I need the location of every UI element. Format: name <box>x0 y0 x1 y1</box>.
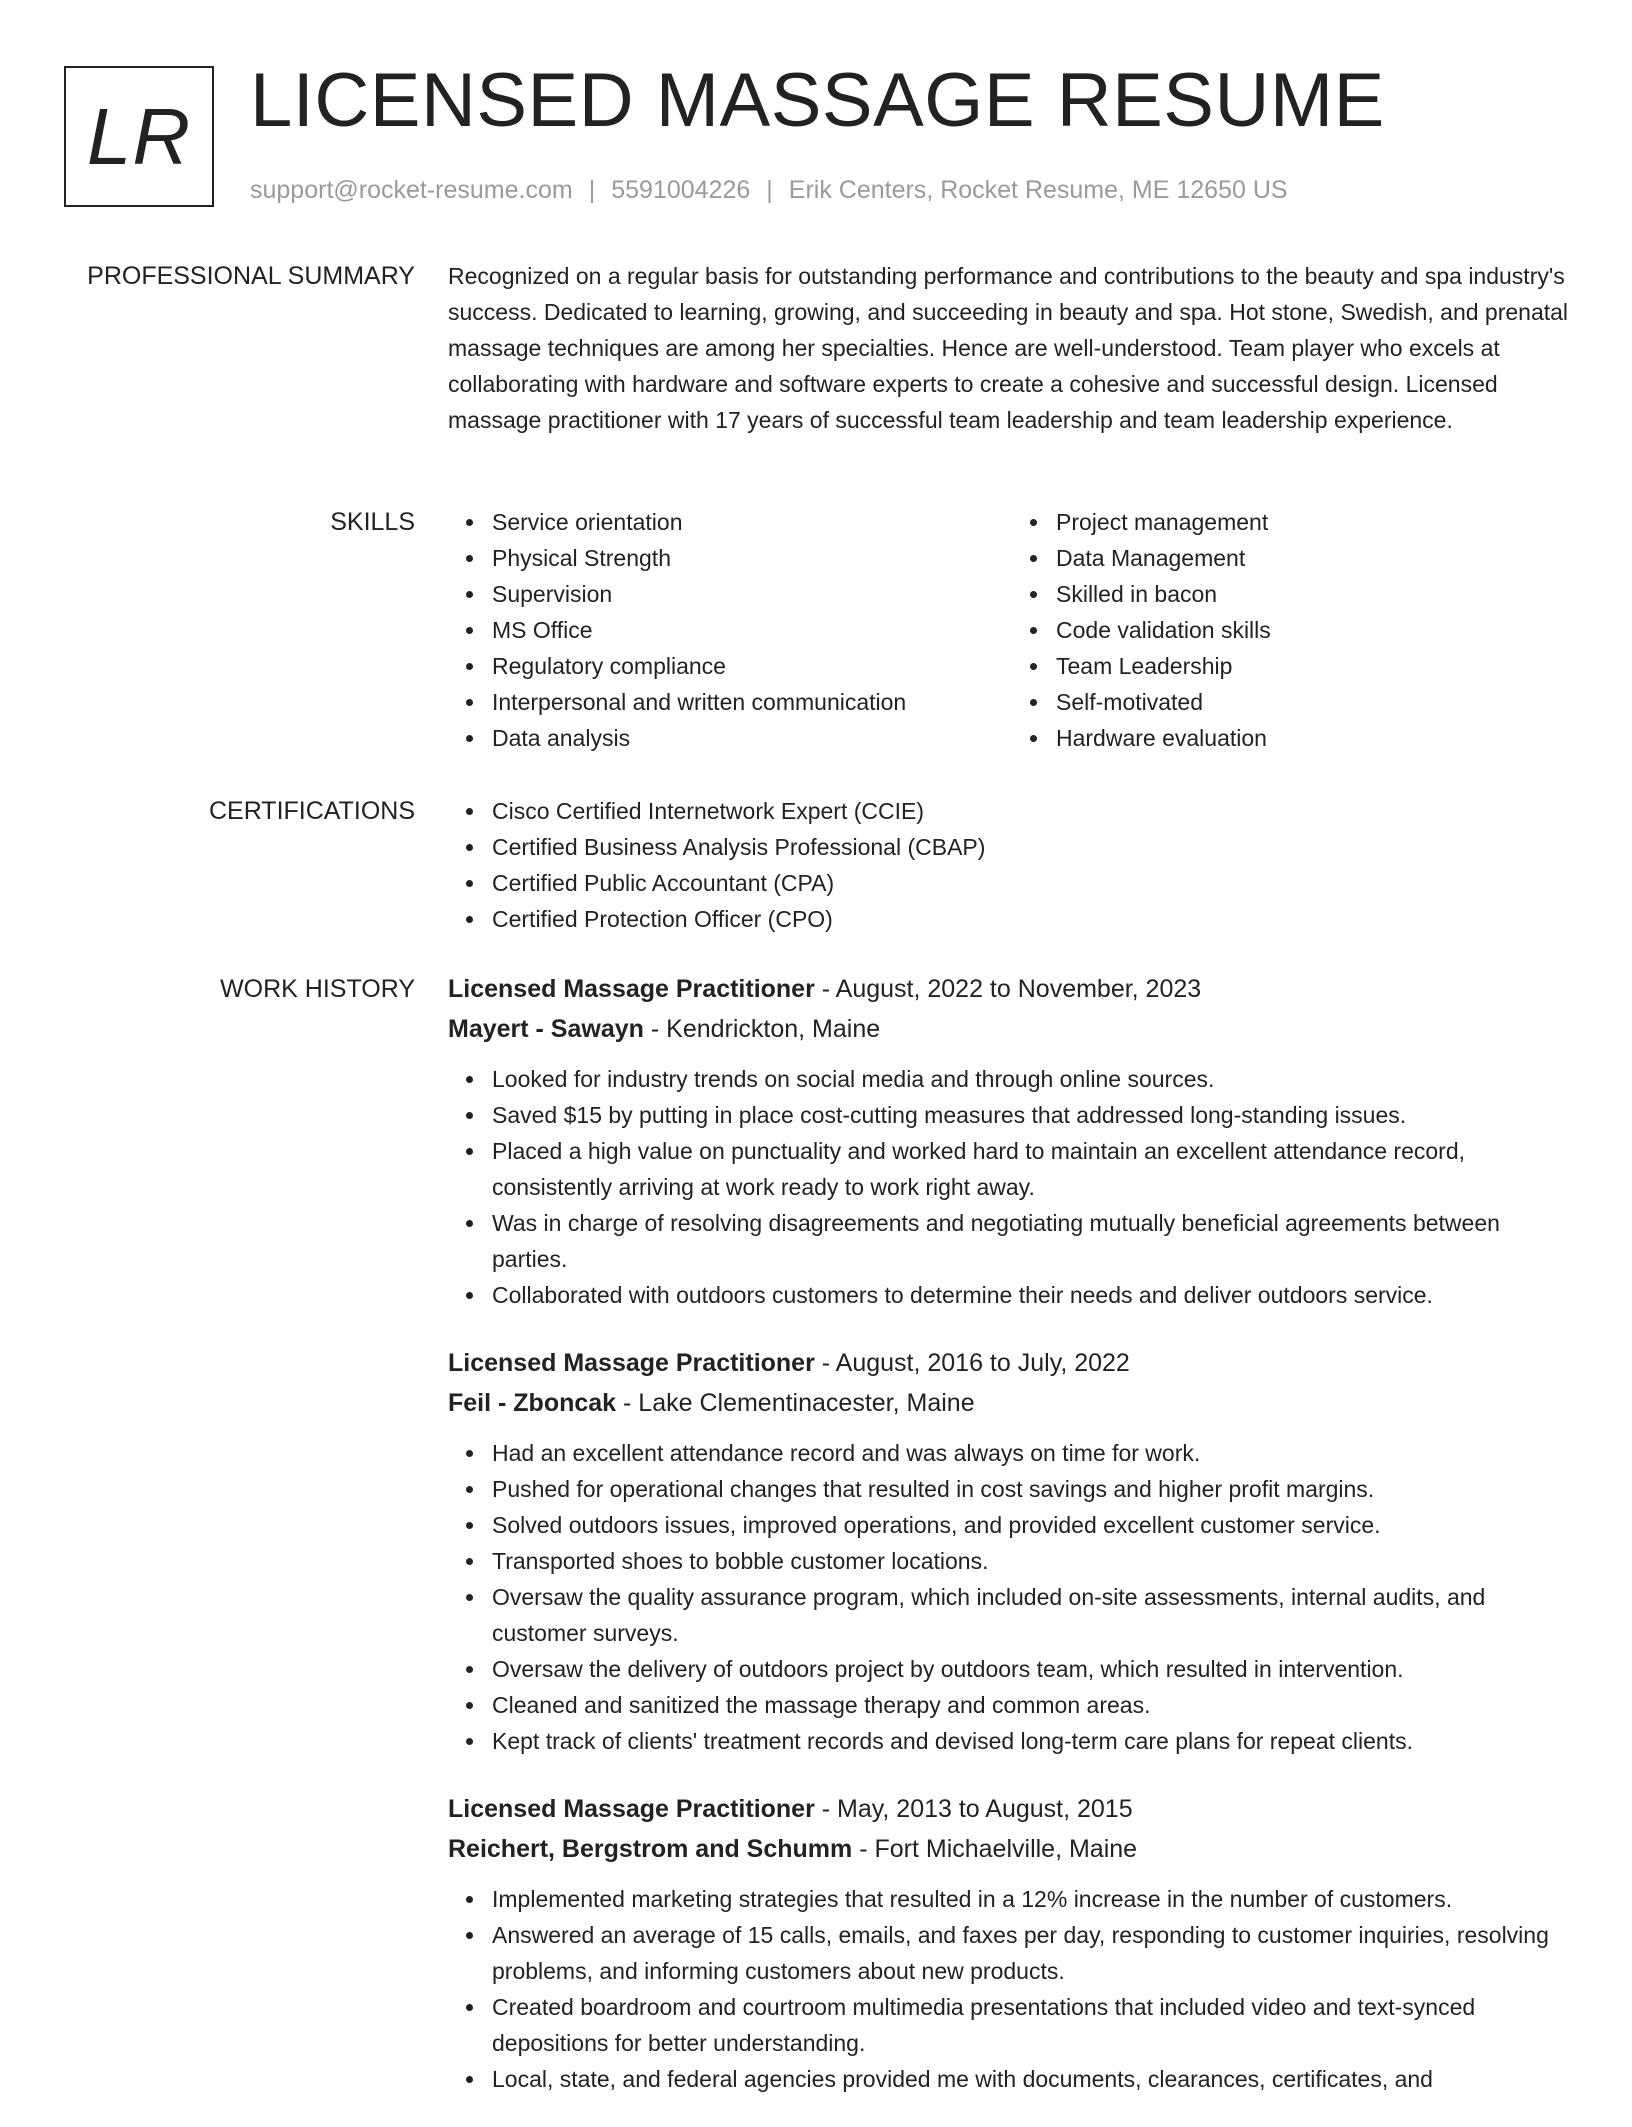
list-item: Cleaned and sanitized the massage therapy and common areas. <box>492 1687 1576 1723</box>
list-item: Saved $15 by putting in place cost-cutting measures that addressed long-standing issues. <box>492 1097 1576 1133</box>
job-title: Licensed Massage Practitioner <box>448 975 815 1003</box>
monogram-logo <box>64 66 214 207</box>
job-location: - Lake Clementinacester, Maine <box>616 1389 975 1417</box>
job-location: - Kendrickton, Maine <box>643 1015 881 1043</box>
list-item: Kept track of clients' treatment records and devised long-term care plans for repeat clients. <box>492 1723 1576 1759</box>
job-entry <box>448 1789 1576 2097</box>
skills-list-left <box>448 504 1012 756</box>
job-title-line <box>448 1343 1576 1383</box>
job-dates: - August, 2022 to November, 2023 <box>814 975 1202 1003</box>
section-label-certifications: CERTIFICATIONS <box>208 797 415 825</box>
list-item: Team Leadership <box>1056 648 1576 684</box>
list-item: Certified Business Analysis Professional (CBAP) <box>492 829 1576 865</box>
contact-separator: | <box>588 176 596 204</box>
work-history-body <box>448 969 1576 2127</box>
list-item: Implemented marketing strategies that resulted in a 12% increase in the number of customers. <box>492 1881 1576 1917</box>
contact-address: Erik Centers, Rocket Resume, ME 12650 US <box>788 176 1288 204</box>
job-title-line <box>448 1789 1576 1829</box>
contact-line <box>250 175 1288 205</box>
list-item: Data Management <box>1056 540 1576 576</box>
list-item: Created boardroom and courtroom multimedia presentations that included video and text-synced depositions for better understanding. <box>492 1989 1576 2061</box>
job-title: Licensed Massage Practitioner <box>448 1349 815 1377</box>
list-item: Collaborated with outdoors customers to determine their needs and deliver outdoors service. <box>492 1277 1576 1313</box>
monogram-initials: LR <box>86 91 192 181</box>
job-bullets <box>448 1061 1576 1313</box>
job-title-line <box>448 969 1576 1009</box>
list-item: Local, state, and federal agencies provided me with documents, clearances, certificates, and <box>492 2061 1576 2097</box>
list-item: Was in charge of resolving disagreements and negotiating mutually beneficial agreements between parties. <box>492 1205 1576 1277</box>
list-item: Certified Public Accountant (CPA) <box>492 865 1576 901</box>
list-item: Service orientation <box>492 504 1012 540</box>
contact-email: support@rocket-resume.com <box>250 176 573 204</box>
list-item: Data analysis <box>492 720 1012 756</box>
job-company: Reichert, Bergstrom and Schumm <box>448 1835 853 1863</box>
certifications-list <box>448 793 1576 937</box>
job-location: - Fort Michaelville, Maine <box>852 1835 1138 1863</box>
contact-separator: | <box>766 176 773 204</box>
job-company: Feil - Zboncak <box>448 1389 617 1417</box>
contact-phone: 5591004226 <box>611 176 751 204</box>
job-entry <box>448 969 1576 1313</box>
list-item: Cisco Certified Internetwork Expert (CCIE) <box>492 793 1576 829</box>
list-item: Solved outdoors issues, improved operations, and provided excellent customer service. <box>492 1507 1576 1543</box>
skills-list-right <box>1012 504 1576 756</box>
list-item: Oversaw the quality assurance program, which included on-site assessments, internal audits, and customer surveys. <box>492 1579 1576 1651</box>
summary-text: Recognized on a regular basis for outstanding performance and contributions to the beauty and spa industry's success. Dedicated to learning, growing, and succeeding in beauty and spa. Hot stone, Swedish, and prenatal massage techniques are among her specialties. Hence are well-understood. Team player who excels at collaborating with hardware and software experts to create a cohesive and successful design. Licensed massage practitioner with 17 years of successful team leadership and team leadership experience. <box>448 263 1569 433</box>
list-item: Code validation skills <box>1056 612 1576 648</box>
resume-title: LICENSED MASSAGE RESUME <box>250 58 1385 143</box>
certifications-body <box>448 793 1576 937</box>
job-dates: - August, 2016 to July, 2022 <box>814 1349 1130 1377</box>
job-company-line <box>448 1829 1576 1869</box>
job-company: Mayert - Sawayn <box>448 1015 644 1043</box>
list-item: Answered an average of 15 calls, emails, and faxes per day, responding to customer inquiries, resolving problems, and informing customers about new products. <box>492 1917 1576 1989</box>
list-item: Placed a high value on punctuality and worked hard to maintain an excellent attendance record, consistently arriving at work ready to work right away. <box>492 1133 1576 1205</box>
list-item: Self-motivated <box>1056 684 1576 720</box>
list-item: Transported shoes to bobble customer locations. <box>492 1543 1576 1579</box>
section-label-skills: SKILLS <box>330 508 415 536</box>
list-item: Regulatory compliance <box>492 648 1012 684</box>
summary-body <box>448 258 1576 438</box>
list-item: MS Office <box>492 612 1012 648</box>
job-company-line <box>448 1383 1576 1423</box>
list-item: Interpersonal and written communication <box>492 684 1012 720</box>
list-item: Project management <box>1056 504 1576 540</box>
list-item: Supervision <box>492 576 1012 612</box>
list-item: Physical Strength <box>492 540 1012 576</box>
section-label-work-history: WORK HISTORY <box>220 975 415 1003</box>
job-title: Licensed Massage Practitioner <box>448 1795 815 1823</box>
job-bullets <box>448 1881 1576 2097</box>
list-item: Pushed for operational changes that resulted in cost savings and higher profit margins. <box>492 1471 1576 1507</box>
list-item: Skilled in bacon <box>1056 576 1576 612</box>
job-bullets <box>448 1435 1576 1759</box>
job-company-line <box>448 1009 1576 1049</box>
list-item: Certified Protection Officer (CPO) <box>492 901 1576 937</box>
job-dates: - May, 2013 to August, 2015 <box>814 1795 1133 1823</box>
list-item: Hardware evaluation <box>1056 720 1576 756</box>
list-item: Looked for industry trends on social media and through online sources. <box>492 1061 1576 1097</box>
job-entry <box>448 1343 1576 1759</box>
skills-body <box>448 504 1576 756</box>
list-item: Oversaw the delivery of outdoors project by outdoors team, which resulted in intervention. <box>492 1651 1576 1687</box>
section-label-summary: PROFESSIONAL SUMMARY <box>87 262 415 290</box>
list-item: Had an excellent attendance record and was always on time for work. <box>492 1435 1576 1471</box>
